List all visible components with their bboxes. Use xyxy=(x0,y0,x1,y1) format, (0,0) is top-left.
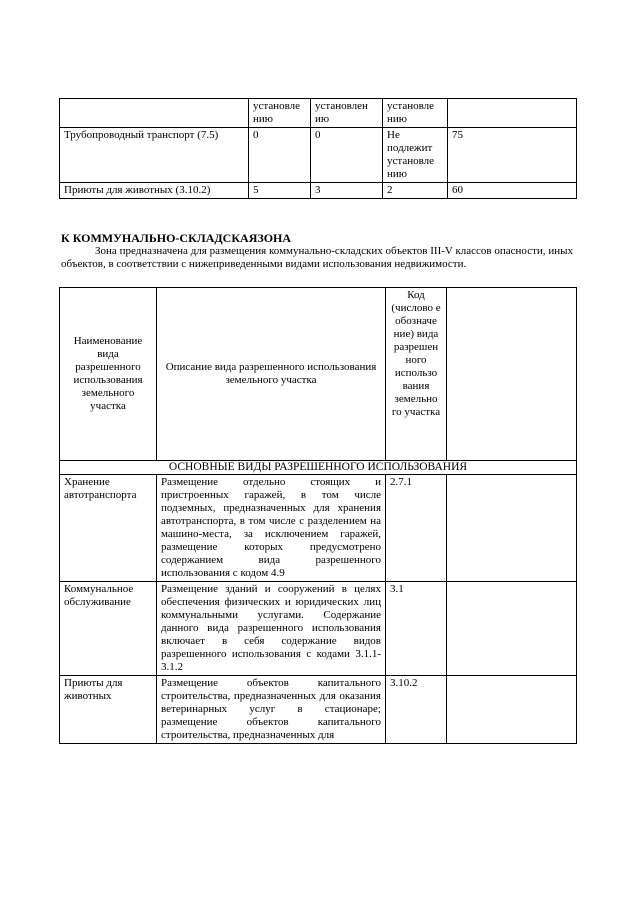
land-use-table xyxy=(59,287,577,744)
header-name: Наименование вида разрешенного использования земельного участка xyxy=(60,288,157,461)
cell-name: Трубопроводный транспорт (7.5) xyxy=(60,128,249,183)
empty-cell xyxy=(447,582,577,676)
header-code: Код (числово е обозначе ние) вида разрешен ного использо вания земельно го участка xyxy=(386,288,447,461)
zone-intro: Зона предназначена для размещения коммунально-складских объектов III-V классов опасности, иных объектов, в соответствии с нижеприведенными видами использования недвижимости. xyxy=(61,245,573,270)
use-name: Хранение автотранспорта xyxy=(60,475,157,582)
table-row xyxy=(60,99,577,128)
header-extra xyxy=(447,288,577,461)
cell-value: 60 xyxy=(448,183,577,199)
use-name: Коммунальное обслуживание xyxy=(60,582,157,676)
use-name: Приюты для животных xyxy=(60,676,157,744)
section-row xyxy=(60,461,577,475)
use-description: Размещение отдельно стоящих и пристроенных гаражей, в том числе подземных, предназначенных для хранения автотранспорта, в том числе с разделением на машино-места, за исключением гаражей, размещение которых предусмотрено содержанием вида разрешенного использования с кодом 4.9 xyxy=(157,475,386,582)
cell-value xyxy=(448,99,577,128)
table-row xyxy=(60,475,577,582)
empty-cell xyxy=(447,475,577,582)
table-row xyxy=(60,183,577,199)
zone-heading: К КОММУНАЛЬНО-СКЛАДСКАЯЗОНА xyxy=(61,231,292,245)
cell-name xyxy=(60,99,249,128)
cell-value: установле нию xyxy=(249,99,311,128)
use-description: Размещение объектов капитального строительства, предназначенных для оказания ветеринарных услуг в стационаре; размещение объектов капитального строительства, предназначенных для xyxy=(157,676,386,744)
cell-value: 0 xyxy=(311,128,383,183)
cell-value: 3 xyxy=(311,183,383,199)
cell-value: 2 xyxy=(383,183,448,199)
header-description: Описание вида разрешенного использования земельного участка xyxy=(157,288,386,461)
section-title: ОСНОВНЫЕ ВИДЫ РАЗРЕШЕННОГО ИСПОЛЬЗОВАНИЯ xyxy=(60,461,577,475)
table-row xyxy=(60,128,577,183)
use-code: 3.1 xyxy=(386,582,447,676)
cell-value: установлен ию xyxy=(311,99,383,128)
cell-value: Не подлежит установле нию xyxy=(383,128,448,183)
table-row xyxy=(60,676,577,744)
cell-name: Приюты для животных (3.10.2) xyxy=(60,183,249,199)
use-code: 3.10.2 xyxy=(386,676,447,744)
use-description: Размещение зданий и сооружений в целях обеспечения физических и юридических лиц коммунальными услугами. Содержание данного вида разрешенного использования включает в себя содержание видов разрешенного использования с кодами 3.1.1-3.1.2 xyxy=(157,582,386,676)
use-code: 2.7.1 xyxy=(386,475,447,582)
top-table xyxy=(59,98,577,199)
cell-value: 5 xyxy=(249,183,311,199)
empty-cell xyxy=(447,676,577,744)
table-row xyxy=(60,582,577,676)
cell-value: 0 xyxy=(249,128,311,183)
cell-value: 75 xyxy=(448,128,577,183)
cell-value: установле нию xyxy=(383,99,448,128)
table-header-row xyxy=(60,288,577,461)
